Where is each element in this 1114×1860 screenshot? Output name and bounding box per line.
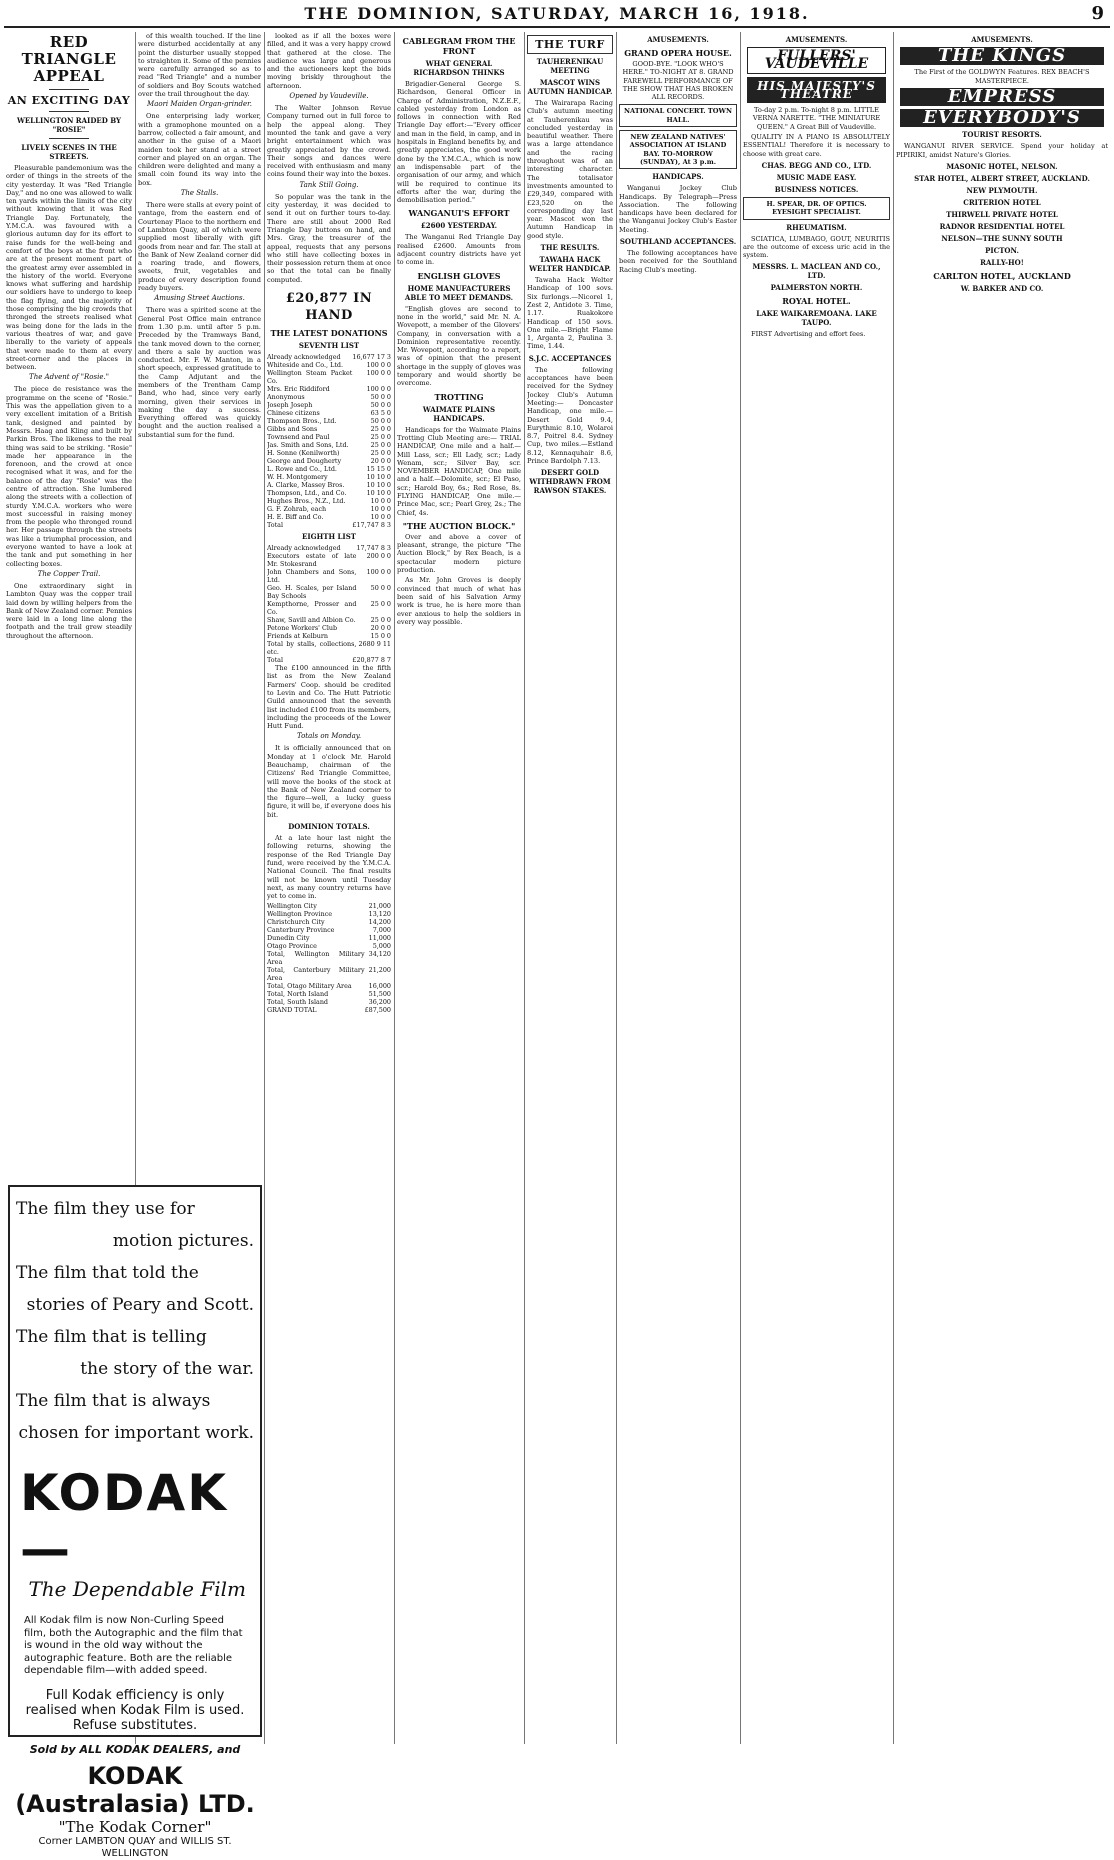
donation-row	[267, 353, 391, 361]
row-label: Wellington Province	[267, 910, 333, 919]
row-value: 15 0 0	[370, 632, 391, 641]
his-majestys-logo: HIS MAJESTY'S THEATRE	[747, 77, 886, 104]
row-value: 100 0 0	[366, 385, 391, 394]
row-value: 25 0 0	[370, 616, 391, 625]
paragraph: SCIATICA, LUMBAGO, GOUT, NEURITIS are the outcome of excess uric acid in the system.	[743, 234, 890, 260]
paragraph: GOOD-BYE. "LOOK WHO'S HERE." TO-NIGHT AT 8. GRAND FAREWELL PERFORMANCE OF THE SHOW THAT HAS BROKEN ALL RECORDS.	[622, 60, 734, 102]
donation-row	[267, 449, 391, 457]
donations-total	[267, 521, 391, 529]
empress-logo: EMPRESS	[900, 88, 1104, 106]
notice: NATIONAL CONCERT. TOWN HALL.	[619, 104, 737, 127]
row-label: Anonymous	[267, 393, 305, 402]
row-label: Chinese citizens	[267, 409, 320, 418]
section-heading: BUSINESS NOTICES.	[774, 184, 859, 194]
paragraph: So popular was the tank in the city yesterday, it was decided to send it out on further tours to-day. There are still about 2000 Red Triangle Day buttons on hand, and Mrs. Gray, the treasurer of the appeal, requests that any persons who still have collecting boxes in their possession return them at once so that the total can be finally computed.	[267, 192, 391, 284]
masthead	[4, 2, 1110, 28]
row-value: 50 0 0	[370, 417, 391, 426]
divider	[49, 111, 89, 112]
article-continued	[138, 32, 261, 1180]
row-label: Mrs. Eric Riddiford	[267, 385, 330, 394]
hotel-name: THIRWELL PRIVATE HOTEL	[946, 210, 1058, 220]
row-label: Townsend and Paul	[267, 433, 330, 442]
advertiser: MESSRS. L. MACLEAN AND CO., LTD.	[752, 262, 881, 281]
subheadline: AN EXCITING DAY	[7, 94, 131, 107]
headline: "THE AUCTION BLOCK."	[402, 520, 516, 531]
donation-row	[267, 624, 391, 632]
paragraph: The following acceptances have been received for the Sydney Jockey Club's Autumn Meeting:— Doncaster Handicap, one mile.—Desert Gold 9.4, Eurythmic 8.10, Wolaroi 8.7, Poitrel 8.4. Sydney Cup, two miles.—Estland 8.12, Kennaquhair 8.6, Prince Bardolph 7.13.	[527, 365, 613, 465]
row-label: Jas. Smith and Sons, Ltd.	[267, 441, 349, 450]
paragraph: The Walter Johnson Revue Company turned out in full force to help the appeal along. They mounted the tank and gave a very bright entertainment which was greatly appreciated by the crowd. Their songs and dances were received with enthusiasm and many coins found their way into the boxes.	[267, 104, 391, 179]
headline: CABLEGRAM FROM THE FRONT	[402, 36, 516, 56]
row-label: H. Sonne (Kenilworth)	[267, 449, 340, 458]
donation-row	[267, 513, 391, 521]
row-label: Thompson Bros., Ltd.	[267, 417, 337, 426]
list-heading: SEVENTH LIST	[298, 341, 360, 351]
hotel-name: RALLY-HO!	[980, 258, 1024, 268]
section-heading: THE RESULTS.	[540, 243, 600, 253]
row-label: Petone Workers' Club	[267, 624, 338, 633]
row-label: Christchurch City	[267, 918, 325, 927]
kodak-tagline: The Dependable Film	[28, 1577, 246, 1601]
donation-row	[267, 481, 391, 489]
ad-line: The film that is always	[16, 1391, 211, 1411]
row-value: 16,677 17 3	[352, 353, 391, 362]
paragraph: As Mr. John Groves is deeply convinced that much of what has been said of his Salvation Army work is true, he is here more than ever anxious to help the soldiers in every way possible.	[397, 576, 521, 626]
row-label: G. F. Zohrab, each	[267, 505, 327, 514]
paragraph: FIRST Advertising and effort fees.	[751, 330, 866, 339]
donation-row	[267, 433, 391, 441]
totals-row	[267, 990, 391, 998]
page-number: 9	[1091, 3, 1104, 24]
donation-row	[267, 497, 391, 505]
row-value: £87,500	[364, 1006, 391, 1015]
advertiser: CHAS. BEGG AND CO., LTD.	[761, 160, 872, 170]
row-label: Otago Province	[267, 942, 317, 951]
advertiser: W. BARKER AND CO.	[960, 284, 1044, 294]
section-heading: SOUTHLAND ACCEPTANCES.	[619, 237, 737, 247]
paragraph: There were stalls at every point of vantage, from the eastern end of Courtenay Place to the northern end of Lambton Quay, all of which were supplied most liberally with gift goods from near and far. The stall at the Bank of New Zealand corner did a roaring trade, and flowers, sweets, fruit, vegetables and produce of every description found ready buyers.	[138, 201, 261, 293]
donation-row	[267, 568, 391, 584]
row-value: 200 0 0	[366, 552, 391, 561]
deck: TAWAHA HACK WELTER HANDICAP.	[529, 255, 611, 274]
ad-line: The film they use for	[16, 1199, 195, 1219]
ad-line: chosen for important work.	[18, 1423, 254, 1443]
row-label: Total, North Island	[267, 990, 329, 999]
total-value: £17,747 8 3	[352, 521, 391, 530]
paragraph: of this wealth touched. If the line were disturbed accidentally at any point the disturber usually stopped to straighten it. Some of the pennies were carefully arranged so as to read "Red Triangle" and a number of soldiers and Boy Scouts watched over the trail throughout the day.	[138, 32, 261, 99]
column-amusements-1	[619, 32, 737, 1744]
paragraph: The following acceptances have been received for the Southland Racing Club's meeting.	[619, 249, 737, 274]
row-label: Geo. H. Scales, per Island Bay Schools	[267, 584, 357, 601]
notice: NEW ZEALAND NATIVES' ASSOCIATION AT ISLAND BAY. TO-MORROW (SUNDAY), At 3 p.m.	[619, 130, 737, 169]
paragraph: Wanganui Jockey Club Handicaps. By Telegraph—Press Association. The following handicaps have been declared for the Wanganui Jockey Club's Easter Meeting.	[619, 184, 737, 234]
divider	[49, 89, 89, 90]
section-heading: AMUSEMENTS.	[971, 35, 1033, 44]
section-subhead: Opened by Vaudeville.	[289, 92, 369, 101]
section-heading: S.J.C. ACCEPTANCES	[528, 353, 612, 363]
row-label: Total, Wellington Military Area	[267, 950, 365, 967]
row-label: Wellington City	[267, 902, 317, 911]
dominion-totals-table	[267, 902, 391, 1014]
row-value: 100 0 0	[366, 369, 391, 378]
hotel-name: PICTON.	[985, 246, 1019, 256]
hotel-name: CRITERION HOTEL	[963, 198, 1041, 208]
row-value: 50 0 0	[370, 584, 391, 593]
row-value: 11,000	[368, 934, 391, 943]
deck: MASCOT WINS AUTUMN HANDICAP.	[527, 78, 613, 96]
ad-address: WELLINGTON	[101, 1847, 169, 1859]
column-rule	[616, 32, 617, 1744]
row-label: Kempthorne, Prosser and Co.	[267, 600, 357, 617]
row-label: Joseph Joseph	[267, 401, 313, 410]
paragraph: One extraordinary sight in Lambton Quay was the copper trail laid down by willing helpers from the Bank of New Zealand corner. Pennies were laid in a long line along the footpath and the trail grew steadily throughout the afternoon.	[6, 581, 132, 640]
paragraph: Over and above a cover of pleasant, strange, the picture "The Auction Block," by Rex Beach, is a spectacular modern picture production.	[397, 532, 521, 575]
article-donations	[267, 32, 391, 1744]
donation-row	[267, 465, 391, 473]
donation-row	[267, 544, 391, 552]
row-value: 10 0 0	[370, 505, 391, 514]
donation-row	[267, 425, 391, 433]
row-value: 50 0 0	[370, 393, 391, 402]
row-value: 10 10 0	[366, 481, 391, 490]
row-label: GRAND TOTAL	[267, 1006, 317, 1015]
section-subhead: The Copper Trail.	[37, 569, 101, 578]
donation-row	[267, 600, 391, 616]
paragraph: To-day 2 p.m. To-night 8 p.m. LITTLE VERNA NARETTE. "THE MINIATURE QUEEN." A Great Bill of Vaudeville.	[752, 106, 881, 131]
deck: WAIMATE PLAINS HANDICAPS.	[422, 404, 496, 423]
row-value: 20 0 0	[370, 457, 391, 466]
section-heading: DESERT GOLD WITHDRAWN FROM RAWSON STAKES.	[529, 468, 611, 496]
deck: £2600 YESTERDAY.	[420, 221, 498, 231]
section-heading: PALMERSTON NORTH.	[770, 283, 863, 293]
column-amusements-2	[743, 32, 890, 1744]
section-heading: RHEUMATISM.	[786, 222, 847, 232]
row-value: 13,120	[368, 910, 391, 919]
column-rule	[740, 32, 741, 1744]
paragraph: "English gloves are second to none in the world," said Mr. N. A. Wovepott, a member of the Glovers' Company, in conversation with a Dominion representative recently. Mr. Wovepott, according to a report, was of opinion that the present shortage in the supply of gloves was temporary and would shortly be overcome.	[397, 304, 521, 388]
article-red-triangle-appeal	[6, 32, 132, 1180]
row-value: 10 10 0	[366, 473, 391, 482]
ad-line: the story of the war.	[80, 1359, 254, 1379]
section-subhead: The Stalls.	[180, 189, 219, 198]
donation-row	[267, 361, 391, 369]
row-value: 16,000	[368, 982, 391, 991]
headline: TROTTING	[434, 391, 484, 402]
row-label: Already acknowledged	[267, 353, 341, 362]
row-value: 63 5 0	[370, 409, 391, 418]
section-heading: MUSIC MADE EASY.	[776, 172, 857, 182]
row-label: John Chambers and Sons, Ltd.	[267, 568, 357, 585]
row-value: 10 0 0	[370, 497, 391, 506]
section-heading: AMUSEMENTS.	[647, 35, 709, 44]
paragraph: The Wairarapa Racing Club's autumn meeting at Tauherenikau was concluded yesterday in beautiful weather. There was a large attendance and the racing throughout was of an interesting character. The totalisator investments amounted to £29,349, compared with £23,520 on the corresponding day last year. Mascot won the Autumn Handicap in good style.	[527, 99, 613, 240]
big-headline: £20,877 IN HAND	[285, 291, 373, 324]
ad-line: stories of Peary and Scott.	[26, 1295, 254, 1315]
row-value: 2680 9 11	[358, 640, 391, 649]
donation-row	[267, 401, 391, 409]
column-turf	[527, 32, 613, 1744]
section-subhead: Totals on Monday.	[296, 732, 362, 741]
row-label: George and Dougherty	[267, 457, 342, 466]
section-heading: AMUSEMENTS.	[785, 35, 848, 44]
donation-row	[267, 417, 391, 425]
donations-table	[267, 353, 391, 521]
section-subhead: Tank Still Going.	[299, 180, 359, 189]
row-value: 51,500	[368, 990, 391, 999]
section-subhead: Amusing Street Auctions.	[154, 294, 245, 303]
ad-line: motion pictures.	[112, 1231, 254, 1251]
donation-row	[267, 473, 391, 481]
section-heading: LAKE WAIKAREMOANA. LAKE TAUPO.	[756, 309, 877, 328]
row-label: Thompson, Ltd., and Co.	[267, 489, 347, 498]
row-label: L. Rowe and Co., Ltd.	[267, 465, 337, 474]
total-label: Total	[267, 656, 284, 665]
headline: ENGLISH GLOVES	[417, 270, 501, 281]
row-value: 25 0 0	[370, 441, 391, 450]
column-rule	[264, 32, 265, 1744]
paragraph: The First of the GOLDWYN Features. REX BEACH'S MASTERPIECE.	[914, 68, 1090, 85]
row-label: Wellington Steam Packet Co.	[267, 369, 353, 386]
row-label: Gibbs and Sons	[267, 425, 318, 434]
section-heading: DOMINION TOTALS.	[288, 822, 370, 832]
section-heading: TOURIST RESORTS.	[962, 130, 1042, 140]
row-label: Whiteside and Co., Ltd.	[267, 361, 344, 370]
deck: WELLINGTON RAIDED BY "ROSIE"	[16, 116, 122, 134]
paragraph: QUALITY IN A PIANO IS ABSOLUTELY ESSENTIAL! Therefore it is necessary to choose with great care.	[743, 133, 890, 158]
row-value: 20 0 0	[370, 624, 391, 633]
donation-row	[267, 552, 391, 568]
row-value: 21,000	[368, 902, 391, 911]
donation-row	[267, 369, 391, 385]
section-subhead: Maori Maiden Organ-grinder.	[147, 100, 252, 109]
row-value: 14,200	[368, 918, 391, 927]
row-label: Hughes Bros., N.Z., Ltd.	[267, 497, 346, 506]
paragraph: The £100 announced in the fifth list as from the New Zealand Farmers' Coop. should be credited to Levin and Co. The Hutt Patriotic Guild announced that the seventh list included £100 from its members, including the proceeds of the Lower Hutt Fund.	[267, 664, 391, 731]
row-label: Canterbury Province	[267, 926, 335, 935]
ad-copy: All Kodak film is now Non-Curling Speed film, both the Autographic and the film that is wound in the old way without the autographic feature. Both are the reliable dependable film—with added speed.	[24, 1615, 243, 1676]
donation-row	[267, 393, 391, 401]
turf-header-box	[527, 35, 613, 54]
totals-row	[267, 942, 391, 950]
paragraph: The piece de resistance was the programme on the scene of "Rosie." This was the appellation given to a very excellent imitation of a British tank, designed and painted by Messrs. Haag and Kling and built by Parkin Bros. The likeness to the real thing was said to be striking. "Rosie" made her appearance in the forenoon, and the crowd at once recognised what it was, and for the balance of the day "Rosie" was the centre of attraction. She lumbered along the streets with a collection of sturdy Y.M.C.A. workers who were most successful in raising money from the people who thronged round her. Her passage through the streets was like a triumphal procession, and everyone wanted to have a look at the tank and put something in her collecting boxes.	[6, 385, 132, 568]
donation-row	[267, 409, 391, 417]
deck: TAUHERENIKAU MEETING	[536, 57, 604, 75]
hotel-name: STAR HOTEL, ALBERT STREET, AUCKLAND.	[914, 174, 1090, 184]
column-4	[397, 32, 521, 1744]
paragraph: It is officially announced that on Monday at 1 o'clock Mr. Harold Beauchamp, chairman of the Citizens' Red Triangle Committee, will move the books of the stock at the Bank of New Zealand corner to the figure—well, a lucky guess figure, it will be, if everyone does his bit.	[267, 744, 391, 819]
row-value: 7,000	[372, 926, 391, 935]
totals-row	[267, 910, 391, 918]
kings-logo: THE KINGS	[900, 47, 1104, 65]
paragraph: Pleasurable pandemonium was the order of things in the streets of the city yesterday. It was "Red Triangle Day," and no one was allowed to walk ten yards within the limits of the city without knowing that it was Red Triangle Day. Fortunately, the Y.M.C.A. was favoured with a glorious autumn day for its effort to raise funds for the well-being and comfort of the boys at the front who are at the present moment part of the greatest army ever assembled in the history of the world. Everyone knows what suffering and hardship our soldiers have to undergo to keep the flag flying, and the majority of those comprising the big crowds that thronged the streets realised what was being done for the lads in the various theatres of war, and gave liberally to the variety of appeals that were made to them at every street-corner and the places in between.	[6, 164, 132, 372]
hotel-name: RADNOR RESIDENTIAL HOTEL	[939, 222, 1065, 232]
row-label: A. Clarke, Massey Bros.	[267, 481, 345, 490]
hotel-name: NEW PLYMOUTH.	[966, 186, 1038, 196]
row-value: 5,000	[372, 942, 391, 951]
ad-corner: "The Kodak Corner"	[58, 1817, 212, 1836]
totals-row	[267, 950, 391, 966]
totals-row	[267, 966, 391, 982]
donations-headline: THE LATEST DONATIONS	[270, 328, 388, 339]
column-rule	[893, 32, 894, 1744]
totals-row	[267, 902, 391, 910]
donations-total	[267, 656, 391, 664]
totals-row	[267, 934, 391, 942]
row-value: 25 0 0	[370, 449, 391, 458]
paragraph: Handicaps for the Waimate Plains Trotting Club Meeting are:— TRIAL HANDICAP, One mile and a half.—Mill Lass, scr.; Ell Lady, scr.; Lady Wenam, scr.; Silver Bay, scr. NOVEMBER HANDICAP, One mile and a half.—Dolomite, scr.; El Paso, scr.; Harold Boy, 6s.; Red Rose, 8s. FLYING HANDICAP, One mile.—Prince Mac, scr.; Pearl Grey, 2s.; The Chief, 4s.	[397, 425, 521, 517]
section-subhead: The Advent of "Rosie."	[29, 373, 109, 382]
list-heading: EIGHTH LIST	[302, 532, 356, 542]
row-label: Already acknowledged	[267, 544, 341, 553]
paragraph: At a late hour last night the following returns, showing the response of the Red Triangle Day fund, were received by the Y.M.C.A. National Council. The final results will not be known until Tuesday next, as many country returns have yet to come in.	[267, 834, 391, 901]
donation-row	[267, 632, 391, 640]
everybodys-logo: EVERYBODY'S	[900, 109, 1104, 127]
row-value: 10 0 0	[370, 513, 391, 522]
deck: LIVELY SCENES IN THE STREETS.	[21, 143, 117, 161]
paragraph: One enterprising lady worker, with a gramophone mounted on a barrow, collected a fair amount, and another in the guise of a Maori maiden took her stand at a street corner and played on an organ. The children were delighted and many a small coin found its way into the box.	[138, 112, 261, 187]
paragraph: looked as if all the boxes were filled, and it was a very happy crowd that gathered at the close. The audience was large and generous and the auctioneers kept the bids moving briskly throughout the afternoon.	[267, 32, 391, 90]
paragraph: Brigadier-General George S. Richardson, General Officer in Charge of Administration, N.Z.E.F., cabled yesterday from London as follows in connection with Red Triangle Day effort:—"Every officer and man in the field, in camp, and in hospitals in England benefits by, and greatly appreciates, the good work done by the Y.M.C.A., which is now an indispensable part of the organisation of our army, and which will be required to continue its efforts after the war, during the demobilisation period."	[397, 80, 521, 205]
theatre-name: GRAND OPERA HOUSE.	[624, 48, 732, 58]
totals-row	[267, 1006, 391, 1014]
row-value: 10 10 0	[366, 489, 391, 498]
donation-row	[267, 489, 391, 497]
row-value: 34,120	[368, 950, 391, 959]
totals-row	[267, 982, 391, 990]
ad-line: The film that is telling	[16, 1327, 207, 1347]
hotel-name: CARLTON HOTEL, AUCKLAND	[933, 271, 1071, 282]
donation-row	[267, 385, 391, 393]
donation-row	[267, 616, 391, 624]
donations-table	[267, 544, 391, 656]
row-label: H. E. Biff and Co.	[267, 513, 324, 522]
section-heading: HANDICAPS.	[652, 172, 704, 182]
deck: HOME MANUFACTURERS ABLE TO MEET DEMANDS.	[404, 283, 514, 302]
column-rule	[524, 32, 525, 1744]
total-value: £20,877 8 7	[352, 656, 391, 665]
row-value: 50 0 0	[370, 401, 391, 410]
row-label: W. H. Montgomery	[267, 473, 328, 482]
row-value: 100 0 0	[366, 568, 391, 577]
hotel-name: ROYAL HOTEL.	[782, 296, 851, 307]
row-label: Total, Canterbury Military Area	[267, 966, 365, 983]
paragraph: Tawaha Hack Welter Handicap of 100 sovs. Six furlongs.—Nicorel 1, Zest 2, Antidote 3. Time, 1.17. Ruakokore Handicap of 150 sovs. One mile.—Bright Flame 1, Arganta 2, Paulina 3. Time, 1.44.	[527, 276, 613, 351]
paragraph: The Wanganui Red Triangle Day realised £2600. Amounts from adjacent country districts have yet to come in.	[397, 233, 521, 267]
totals-row	[267, 926, 391, 934]
donation-row	[267, 457, 391, 465]
hotel-name: MASONIC HOTEL, NELSON.	[946, 162, 1058, 172]
row-value: 25 0 0	[370, 433, 391, 442]
ad-company: KODAK (Australasia) LTD.	[15, 1761, 255, 1818]
row-label: Total, South Island	[267, 998, 329, 1007]
row-value: 21,200	[368, 966, 391, 975]
row-value: 36,200	[368, 998, 391, 1007]
fullers-logo: FULLERS' VAUDEVILLE	[747, 47, 886, 74]
ad-sold-by: Sold by ALL KODAK DEALERS, and	[29, 1742, 241, 1756]
donation-row	[267, 441, 391, 449]
donation-row	[267, 584, 391, 600]
row-value: 25 0 0	[370, 600, 391, 609]
row-value: 100 0 0	[366, 361, 391, 370]
donation-row	[267, 640, 391, 656]
totals-row	[267, 918, 391, 926]
row-label: Shaw, Savill and Albion Co.	[267, 616, 356, 625]
hotel-name: NELSON—THE SUNNY SOUTH	[941, 234, 1063, 244]
row-label: Dunedin City	[267, 934, 310, 943]
notice: H. SPEAR, DR. OF OPTICS. EYESIGHT SPECIALIST.	[743, 197, 890, 220]
row-label: Friends at Kelburn	[267, 632, 329, 641]
total-label: Total	[267, 521, 284, 530]
row-value: 17,747 8 3	[356, 544, 391, 553]
row-value: 15 15 0	[366, 465, 391, 474]
headline: WANGANUI'S EFFORT	[408, 208, 510, 219]
ad-line: The film that told the	[16, 1263, 199, 1283]
paragraph: WANGANUI RIVER SERVICE. Spend your holiday at PIPIRIKI, amidst Nature's Glories.	[896, 142, 1108, 159]
donation-row	[267, 505, 391, 513]
masthead-title: THE DOMINION, SATURDAY, MARCH 16, 1918.	[304, 4, 810, 23]
row-label: Total, Otago Military Area	[267, 982, 352, 991]
kodak-advertisement	[8, 1185, 262, 1859]
divider	[49, 138, 89, 139]
column-rule	[394, 32, 395, 1744]
headline: THE TURF	[535, 38, 605, 51]
totals-row	[267, 998, 391, 1006]
row-label: Total by stalls, collections, etc.	[267, 640, 357, 657]
ad-address: Corner LAMBTON QUAY and WILLIS ST.	[38, 1835, 232, 1847]
column-amusements-3	[896, 32, 1108, 1744]
deck: WHAT GENERAL RICHARDSON THINKS	[413, 59, 505, 77]
row-value: 25 0 0	[370, 425, 391, 434]
ad-copy: Full Kodak efficiency is only realised when Kodak Film is used. Refuse substitutes.	[25, 1687, 245, 1733]
headline: RED TRIANGLE APPEAL	[21, 33, 117, 85]
paragraph: There was a spirited scene at the General Post Office main entrance from 1.30 p.m. until after 5 p.m. Preceded by the Tramways Band, the tank moved down to the corner, and there a sale by auction was conducted. Mr. F. W. Manton, in a short speech, expressed gratitude to the Camp Adjutant and the members of the Trentham Camp Band, who had, since very early morning, given their services in making the day a success. Everything offered was quickly bought and the auction realised a substantial sum for the fund.	[138, 306, 261, 439]
row-label: Executors estate of late Mr. Stokesrand	[267, 552, 357, 569]
kodak-brand: KODAK—	[20, 1464, 228, 1578]
